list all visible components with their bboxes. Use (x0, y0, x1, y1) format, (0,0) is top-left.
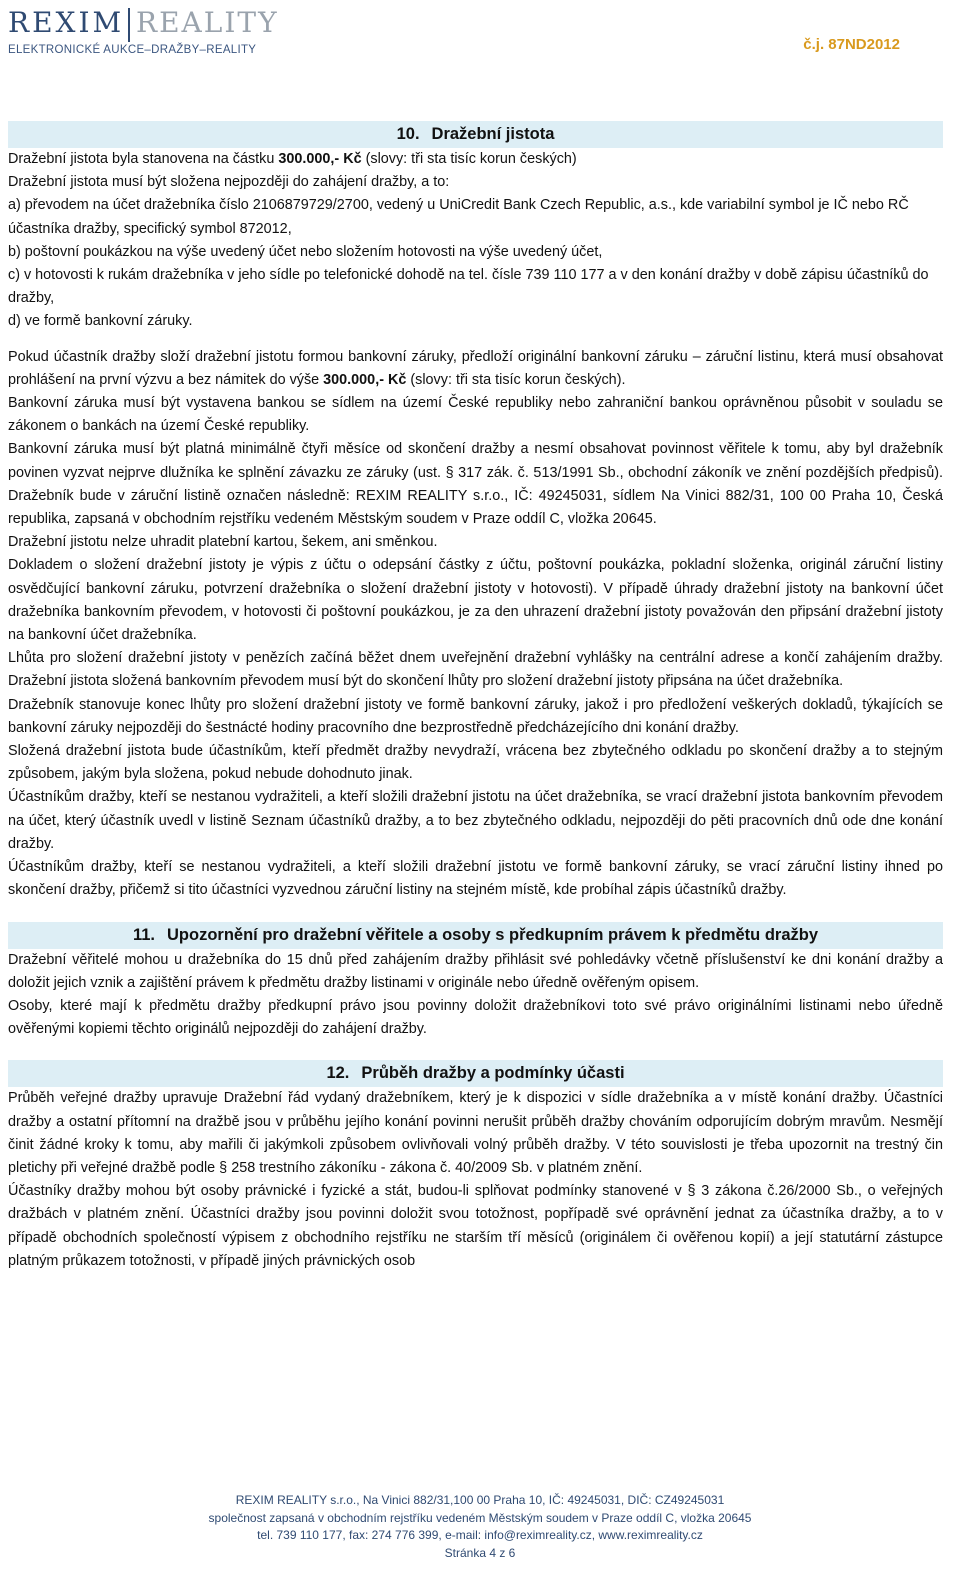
deposit-deadline-line: Dražební jistota musí být složena nejpozději do zahájení dražby, a to: (8, 174, 450, 191)
reference-number: č.j. 87ND2012 (803, 36, 900, 53)
bank-guarantee-text: Pokud účastník dražby složí dražební jistotu formou bankovní záruky, předloží originální bankovní záruku – záruční listinu, která musí obsahovat prohlášení na první výzvu a bez námitek do výše (8, 348, 943, 388)
deposit-amount-value: 300.000,- Kč (278, 151, 362, 167)
section-10-title: Dražební jistota (431, 125, 555, 143)
deposit-period-paragraph: Lhůta pro složení dražební jistoty v penězích začíná běžet dnem uveřejnění dražební vyhlášky na centrální adrese a končí zahájením dražby. Dražební jistota složená bankovním převodem musí být do skončení lhůty pro složení dražební jistoty připsána na účet dražebníka. (8, 650, 943, 690)
auction-course-paragraph: Průběh veřejné dražby upravuje Dražební řád vydaný dražebníkem, který je k dispozici v sídle dražebníka a v místě konání dražby. Účastníci dražby a ostatní přítomní na dražbě jsou v průběhu jejího konání povinni nerušit průběh dražby chováním odporujícím dobrým mravům. Nesmějí činit žádné kroky k tomu, aby mařili či jakýmkoli způsobem ovlivňovali volný průběh dražby. V této souvislosti je třeba upozornit na trestný čin pletichy při veřejné dražbě podle § 258 trestního zákoníku - zákona č. 40/2009 Sb. v platném znění. (8, 1090, 943, 1176)
section-10-heading (8, 121, 943, 148)
rexim-logo (8, 6, 278, 58)
section-12-title: Průběh dražby a podmínky účasti (361, 1064, 625, 1083)
participants-paragraph: Účastníky dražby mohou být osoby právnické i fyzické a stát, budou-li splňovat podmínky stanovené v § 3 zákona č.26/2000 Sb., o veřejných dražbách v platném znění. Účastníci dražby jsou povinni doložit svou totožnost, popřípadě své oprávnění jednat za účastníka dražby, a to v případě obchodních společností výpisem z obchodního rejstříku ne starším tří měsíců (originálem či ověřenou kopií) a její statutární zástupce platným průkazem totožnosti, v případě jiných právnických osob (8, 1183, 943, 1269)
bank-guarantee-amount: 300.000,- Kč (323, 371, 407, 388)
section-11-title: Upozornění pro dražební věřitele a osoby s předkupním právem k předmětu dražby (167, 925, 819, 944)
deposit-return-paragraph: Složená dražební jistota bude účastníkům, kteří předmět dražby nevydraží, vrácena bez zbytečného odkladu po skončení dražby a to stejným způsobem, jakým byla složena, pokud nebude dohodnuto jinak. (8, 743, 943, 783)
guarantee-deadline-paragraph: Dražebník stanovuje konec lhůty pro složení dražební jistoty ve formě bankovní záruky, jakož i pro předložení veškerých dokladů, týkajících se bankovní záruky nejpozději do šestnácté hodiny pracovního dne bezprostředně předcházejícího dni konání dražby. (8, 696, 943, 736)
document-body (8, 121, 943, 1273)
section-11-heading (8, 922, 943, 949)
payment-option-c: c) v hotovosti k rukám dražebníka v jeho sídle po telefonické dohodě na tel. čísle 739 110 177 a v den konání dražby v době zápisu účastníků do dražby, (8, 267, 929, 307)
logo-tagline: ELEKTRONICKÉ AUKCE–DRAŽBY–REALITY (8, 44, 257, 56)
logo-divider (128, 8, 130, 42)
bank-guarantee-issuer-paragraph: Bankovní záruka musí být vystavena bankou se sídlem na území České republiky nebo zahraniční bankou oprávněnou působit v souladu se zákonem o bankách na území České republiky. (8, 395, 943, 435)
logo-word-reality: REALITY (136, 6, 279, 39)
deposit-amount-line (8, 148, 943, 171)
section-12-heading (8, 1060, 943, 1087)
preemption-paragraph: Osoby, které mají k předmětu dražby předkupní právo jsou povinny doložit dražebníkovi toto své právo originálními listinami nebo úředně ověřenými kopiemi těchto originálů nejpozději do zahájení dražby. (8, 997, 943, 1038)
footer-company-line: REXIM REALITY s.r.o., Na Vinici 882/31,100 00 Praha 10, IČ: 49245031, DIČ: CZ49245031 (235, 1493, 725, 1507)
deposit-transfer-return-paragraph: Účastníkům dražby, kteří se nestanou vydražiteli, a kteří složili dražební jistotu na účet dražebníka, se vrací dražební jistota bankovním převodem na účet, který účastník uvedl v listině Seznam účastníků dražby, a to bez zbytečného odkladu, nejpozději do pěti pracovních dnů ode dne konání dražby. (8, 789, 943, 852)
page-footer (0, 1492, 960, 1562)
section-11-number: 11. (132, 925, 156, 944)
creditors-paragraph: Dražební věřitelé mohou u dražebníka do 15 dnů před zahájením dražby přihlásit své pohledávky včetně příslušenství ke dni konání dražby a doložit jejich vznik a zajištění právem k předmětu dražby listinami v originále nebo úředně ověřeným opisem. (8, 951, 943, 991)
payment-option-d: d) ve formě bankovní záruky. (8, 313, 193, 330)
guarantee-return-paragraph: Účastníkům dražby, kteří se nestanou vydražiteli, a kteří složili dražební jistotu ve formě bankovní záruky, se vrací záruční listiny ihned po skončení dražby, přičemž si tito účastníci vyzvednou záruční listiny na stejném místě, kde probíhal zápis účastníků dražby. (8, 859, 943, 899)
deposit-proof-paragraph: Dokladem o složení dražební jistoty je výpis z účtu o odepsání částky z účtu, poštovní poukázka, pokladní složenka, originál záruční listiny osvědčující bankovní záruku, potvrzení dražebníka o složení dražební jistoty v hotovosti). V případě úhrady dražební jistoty na bankovní účet dražebníka bankovním převodem, v hotovosti či poštovní poukázkou, je za den uhrazení dražební jistoty považován den připsání dražební jistoty na bankovní účet dražebníka. (8, 557, 943, 644)
footer-contact-line: tel. 739 110 177, fax: 274 776 399, e-mail: info@reximreality.cz, www.reximreality.cz (257, 1528, 703, 1542)
payment-restriction-paragraph: Dražební jistotu nelze uhradit platební kartou, šekem, ani směnkou. (8, 534, 438, 551)
deposit-amount-text: Dražební jistota byla stanovena na částku (8, 151, 279, 167)
section-12-number: 12. (326, 1064, 350, 1083)
page-header (0, 0, 960, 80)
payment-option-a: a) převodem na účet dražebníka číslo 2106879729/2700, vedený u UniCredit Bank Czech Republic, a.s., kde variabilní symbol je IČ nebo RČ účastníka dražby, specifický symbol 872012, (8, 197, 909, 237)
payment-option-b: b) poštovní poukázkou na výše uvedený účet nebo složením hotovosti na výše uvedený účet, (8, 243, 603, 260)
bank-guarantee-paragraph (8, 346, 943, 392)
logo-word-rexim: REXIM (8, 6, 125, 39)
footer-registry-line: společnost zapsaná v obchodním rejstříku vedeném Městským soudem v Praze oddíl C, vložka 20645 (208, 1510, 752, 1525)
bank-guarantee-validity-paragraph: Bankovní záruka musí být platná minimálně čtyři měsíce od skončení dražby a nesmí obsahovat povinnost věřitele k tomu, aby byl dražebník povinen vyzvat nejprve dlužníka ke splnění závazku ze záruky (ust. § 317 zák. č. 513/1991 Sb., obchodní zákoník ve znění pozdějších předpisů). Dražebník bude v záruční listině označen následně: REXIM REALITY s.r.o., IČ: 49245031, sídlem Na Vinici 882/31, 100 00 Praha 10, Česká republika, zapsaná v obchodním rejstříku vedeném Městským soudem v Praze oddíl C, vložka 20645. (8, 441, 943, 528)
deposit-amount-words: (slovy: tři sta tisíc korun českých) (361, 151, 577, 167)
footer-page-number: Stránka 4 z 6 (444, 1545, 516, 1560)
bank-guarantee-words: (slovy: tři sta tisíc korun českých). (406, 371, 626, 388)
section-10-number: 10. (396, 125, 420, 143)
